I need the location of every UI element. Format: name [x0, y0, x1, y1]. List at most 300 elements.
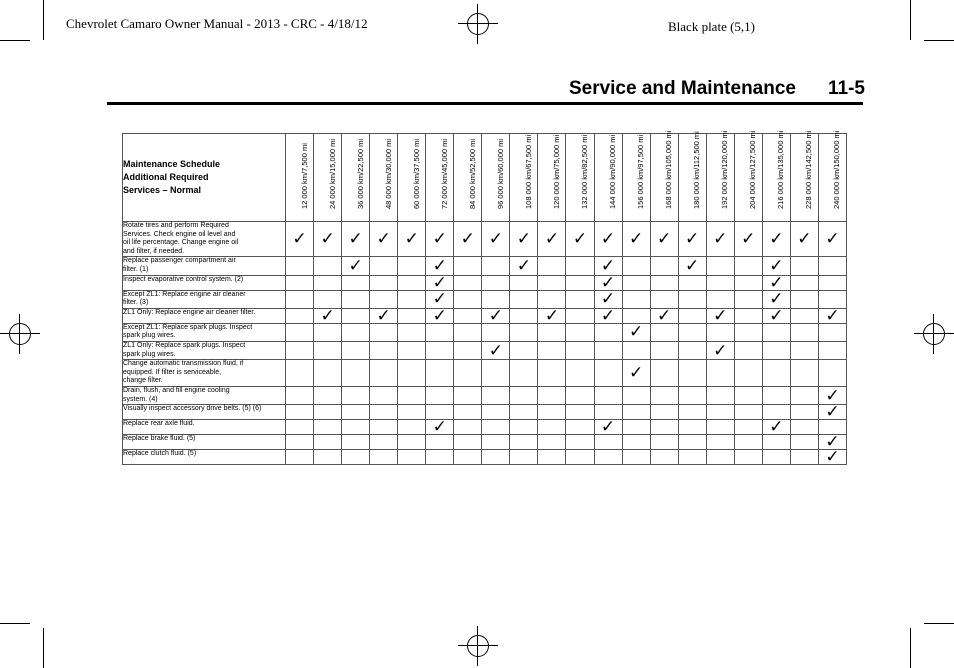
empty-cell: [790, 308, 818, 323]
empty-cell: [538, 275, 566, 290]
empty-cell: [370, 420, 398, 435]
check-cell: [818, 222, 846, 257]
empty-cell: [650, 450, 678, 465]
interval-header: [454, 134, 482, 222]
check-cell: [426, 272, 454, 293]
check-cell: [706, 341, 734, 359]
check-cell: [706, 222, 734, 257]
empty-cell: [482, 323, 510, 341]
interval-label: 168 000 km/105,000 mi: [664, 130, 674, 209]
empty-cell: [762, 323, 790, 341]
empty-cell: [286, 308, 314, 323]
service-description: [123, 323, 286, 341]
checkmark-icon: ✓: [657, 229, 672, 250]
check-cell: [426, 417, 454, 438]
empty-cell: [454, 257, 482, 275]
interval-label: 132 000 km/82,500 mi: [579, 134, 589, 209]
service-line: Drain, flush, and fill engine cooling: [123, 386, 230, 394]
empty-cell: [314, 257, 342, 275]
checkmark-icon: ✓: [600, 289, 616, 310]
service-description: [123, 290, 286, 308]
check-cell: [594, 272, 622, 293]
empty-cell: [398, 341, 426, 359]
crop-mark: [0, 623, 30, 624]
empty-cell: [790, 341, 818, 359]
check-cell: [594, 417, 622, 438]
checkmark-icon: ✓: [516, 255, 532, 276]
table-header-row: [123, 134, 847, 222]
empty-cell: [678, 405, 706, 420]
checkmark-icon: ✓: [432, 305, 447, 326]
empty-cell: [622, 257, 650, 275]
empty-cell: [454, 435, 482, 450]
checkmark-icon: ✓: [628, 363, 644, 384]
checkmark-icon: ✓: [544, 305, 560, 326]
empty-cell: [622, 405, 650, 420]
empty-cell: [622, 308, 650, 323]
empty-cell: [594, 386, 622, 404]
empty-cell: [286, 257, 314, 275]
empty-cell: [454, 405, 482, 420]
empty-cell: [678, 386, 706, 404]
empty-cell: [678, 450, 706, 465]
check-cell: [622, 222, 650, 257]
empty-cell: [650, 420, 678, 435]
service-line: filter. (3): [123, 299, 149, 307]
empty-cell: [370, 386, 398, 404]
interval-header: [426, 134, 454, 222]
checkmark-icon: ✓: [825, 385, 840, 406]
check-cell: [314, 222, 342, 257]
empty-cell: [650, 386, 678, 404]
service-description: [123, 341, 286, 359]
service-description: [123, 405, 286, 420]
empty-cell: [622, 386, 650, 404]
empty-cell: [622, 341, 650, 359]
empty-cell: [678, 323, 706, 341]
service-line: Rotate tires and perform Required: [123, 222, 229, 229]
checkmark-icon: ✓: [600, 229, 616, 250]
empty-cell: [678, 341, 706, 359]
check-cell: [314, 305, 342, 326]
table-row: [123, 435, 847, 450]
empty-cell: [678, 290, 706, 308]
checkmark-icon: ✓: [404, 229, 419, 250]
check-cell: [594, 305, 622, 326]
empty-cell: [314, 386, 342, 404]
crop-mark: [910, 628, 911, 668]
check-cell: [762, 272, 790, 293]
empty-cell: [342, 435, 370, 450]
check-cell: [342, 222, 370, 257]
checkmark-icon: ✓: [544, 229, 560, 250]
crop-mark: [924, 623, 954, 624]
empty-cell: [482, 420, 510, 435]
empty-cell: [426, 360, 454, 387]
empty-cell: [818, 341, 846, 359]
empty-cell: [734, 450, 762, 465]
empty-cell: [706, 450, 734, 465]
empty-cell: [426, 386, 454, 404]
empty-cell: [370, 275, 398, 290]
check-cell: [678, 257, 706, 275]
empty-cell: [538, 435, 566, 450]
empty-cell: [790, 450, 818, 465]
empty-cell: [482, 450, 510, 465]
empty-cell: [398, 290, 426, 308]
empty-cell: [790, 275, 818, 290]
empty-cell: [734, 323, 762, 341]
empty-cell: [678, 435, 706, 450]
interval-label: 48 000 km/30,000 mi: [383, 138, 393, 209]
empty-cell: [650, 435, 678, 450]
service-line: Except ZL1: Replace spark plugs. Inspect: [123, 323, 253, 331]
checkmark-icon: ✓: [628, 229, 644, 250]
empty-cell: [454, 341, 482, 359]
service-line: system. (4): [123, 395, 158, 403]
checkmark-icon: ✓: [769, 289, 784, 310]
section-title: Service and Maintenance: [568, 78, 796, 99]
service-line: change filter.: [123, 377, 163, 385]
checkmark-icon: ✓: [825, 229, 840, 250]
check-cell: [622, 360, 650, 387]
empty-cell: [454, 308, 482, 323]
checkmark-icon: ✓: [460, 229, 475, 250]
checkmark-icon: ✓: [432, 417, 447, 438]
empty-cell: [566, 308, 594, 323]
interval-header: [762, 130, 790, 222]
interval-header: [286, 134, 314, 222]
empty-cell: [734, 435, 762, 450]
checkmark-icon: ✓: [376, 305, 391, 326]
table-row: [123, 360, 847, 387]
empty-cell: [454, 290, 482, 308]
interval-label: 240 000 km/150,000 mi: [832, 130, 842, 209]
empty-cell: [342, 341, 370, 359]
service-line: and filter, if needed.: [123, 247, 185, 255]
empty-cell: [790, 360, 818, 387]
checkmark-icon: ✓: [769, 229, 784, 250]
table-row: [123, 405, 847, 420]
service-line: Replace rear axle fluid.: [123, 420, 195, 428]
empty-cell: [650, 360, 678, 387]
registration-mark-bottom: [458, 626, 498, 666]
interval-label: 96 000 km/60,000 mi: [495, 138, 505, 209]
checkmark-icon: ✓: [432, 272, 447, 293]
check-cell: [510, 257, 538, 275]
empty-cell: [762, 450, 790, 465]
checkmark-icon: ✓: [741, 229, 756, 250]
empty-cell: [482, 360, 510, 387]
crop-mark: [0, 40, 30, 41]
checkmark-icon: ✓: [292, 229, 307, 250]
empty-cell: [510, 308, 538, 323]
empty-cell: [398, 308, 426, 323]
service-description: [123, 420, 286, 435]
empty-cell: [566, 435, 594, 450]
empty-cell: [706, 405, 734, 420]
empty-cell: [566, 323, 594, 341]
empty-cell: [342, 420, 370, 435]
check-cell: [762, 222, 790, 257]
empty-cell: [818, 275, 846, 290]
checkmark-icon: ✓: [769, 305, 784, 326]
empty-cell: [706, 420, 734, 435]
empty-cell: [370, 341, 398, 359]
empty-cell: [370, 450, 398, 465]
checkmark-icon: ✓: [628, 322, 644, 343]
empty-cell: [734, 386, 762, 404]
check-cell: [818, 402, 846, 423]
empty-cell: [370, 405, 398, 420]
check-cell: [538, 305, 566, 326]
check-cell: [482, 222, 510, 257]
interval-header: [342, 134, 370, 222]
empty-cell: [790, 435, 818, 450]
check-cell: [286, 222, 314, 257]
empty-cell: [790, 290, 818, 308]
empty-cell: [454, 323, 482, 341]
service-line: ZL1 Only: Replace spark plugs. Inspect: [123, 341, 246, 349]
checkmark-icon: ✓: [713, 305, 728, 326]
interval-label: 12 000 km/7,500 mi: [299, 143, 309, 209]
empty-cell: [594, 360, 622, 387]
check-cell: [818, 305, 846, 326]
table-row: [123, 308, 847, 323]
checkmark-icon: ✓: [572, 229, 588, 250]
empty-cell: [510, 275, 538, 290]
empty-cell: [482, 435, 510, 450]
empty-cell: [398, 257, 426, 275]
empty-cell: [510, 450, 538, 465]
empty-cell: [706, 360, 734, 387]
empty-cell: [482, 386, 510, 404]
service-line: filter. (1): [123, 265, 149, 273]
empty-cell: [398, 275, 426, 290]
empty-cell: [398, 360, 426, 387]
checkmark-icon: ✓: [600, 255, 616, 276]
interval-label: 108 000 km/67,500 mi: [523, 134, 533, 209]
interval-header: [370, 134, 398, 222]
checkmark-icon: ✓: [600, 305, 616, 326]
interval-label: 156 000 km/97,500 mi: [636, 134, 646, 209]
empty-cell: [594, 341, 622, 359]
empty-cell: [286, 341, 314, 359]
empty-cell: [510, 435, 538, 450]
empty-cell: [342, 360, 370, 387]
empty-cell: [566, 386, 594, 404]
empty-cell: [398, 435, 426, 450]
check-cell: [482, 341, 510, 359]
checkmark-icon: ✓: [488, 305, 503, 326]
empty-cell: [342, 275, 370, 290]
crop-mark: [43, 0, 44, 40]
empty-cell: [790, 257, 818, 275]
empty-cell: [650, 405, 678, 420]
empty-cell: [314, 405, 342, 420]
empty-cell: [734, 360, 762, 387]
empty-cell: [566, 257, 594, 275]
empty-cell: [398, 386, 426, 404]
interval-label: 120 000 km/75,000 mi: [551, 134, 561, 209]
check-cell: [538, 222, 566, 257]
checkmark-icon: ✓: [348, 229, 363, 250]
table-row: [123, 341, 847, 359]
empty-cell: [622, 450, 650, 465]
empty-cell: [678, 420, 706, 435]
empty-cell: [594, 450, 622, 465]
empty-cell: [342, 405, 370, 420]
checkmark-icon: ✓: [685, 229, 700, 250]
empty-cell: [650, 323, 678, 341]
service-line: Replace brake fluid. (5): [123, 435, 196, 443]
empty-cell: [650, 275, 678, 290]
service-line: oil life percentage. Change engine oil: [123, 239, 239, 247]
empty-cell: [622, 420, 650, 435]
empty-cell: [314, 420, 342, 435]
maintenance-schedule-table: [122, 130, 847, 468]
empty-cell: [482, 257, 510, 275]
corner-line: Services – Normal: [123, 185, 202, 195]
empty-cell: [314, 450, 342, 465]
plate-label: Black plate (5,1): [668, 19, 755, 34]
interval-label: 24 000 km/15,000 mi: [327, 138, 337, 209]
checkmark-icon: ✓: [685, 255, 700, 276]
table-row: [123, 420, 847, 435]
empty-cell: [566, 405, 594, 420]
empty-cell: [314, 360, 342, 387]
checkmark-icon: ✓: [713, 229, 728, 250]
checkmark-icon: ✓: [432, 255, 447, 276]
header-rule: [107, 102, 863, 105]
empty-cell: [622, 275, 650, 290]
empty-cell: [538, 257, 566, 275]
registration-mark-left: [0, 314, 40, 354]
service-line: Except ZL1: Replace engine air cleaner: [123, 290, 246, 298]
empty-cell: [734, 420, 762, 435]
crop-mark: [924, 40, 954, 41]
empty-cell: [510, 341, 538, 359]
table-row: [123, 323, 847, 341]
check-cell: [650, 222, 678, 257]
empty-cell: [790, 386, 818, 404]
empty-cell: [342, 386, 370, 404]
empty-cell: [454, 450, 482, 465]
empty-cell: [342, 290, 370, 308]
empty-cell: [538, 323, 566, 341]
empty-cell: [566, 290, 594, 308]
empty-cell: [790, 420, 818, 435]
checkmark-icon: ✓: [432, 229, 447, 250]
empty-cell: [482, 405, 510, 420]
checkmark-icon: ✓: [657, 305, 672, 326]
interval-label: 144 000 km/90,000 mi: [608, 134, 618, 209]
check-cell: [398, 222, 426, 257]
empty-cell: [706, 275, 734, 290]
registration-mark-right: [914, 314, 954, 354]
crop-mark: [43, 628, 44, 668]
empty-cell: [510, 386, 538, 404]
crop-mark: [910, 0, 911, 40]
check-cell: [678, 222, 706, 257]
check-cell: [510, 222, 538, 257]
check-cell: [426, 222, 454, 257]
empty-cell: [286, 275, 314, 290]
interval-label: 72 000 km/45,000 mi: [439, 138, 449, 209]
service-description: [123, 450, 286, 465]
table-row: [123, 386, 847, 404]
table-corner-title: [123, 134, 286, 222]
interval-header: [650, 130, 678, 222]
empty-cell: [398, 420, 426, 435]
empty-cell: [818, 360, 846, 387]
document-header-info: Chevrolet Camaro Owner Manual - 2013 - CRC - 4/18/12: [66, 16, 368, 31]
empty-cell: [510, 290, 538, 308]
service-line: Visually inspect accessory drive belts. (5) (6): [123, 405, 262, 413]
check-cell: [762, 305, 790, 326]
checkmark-icon: ✓: [376, 229, 391, 250]
interval-header: [510, 134, 538, 222]
checkmark-icon: ✓: [769, 272, 784, 293]
empty-cell: [454, 360, 482, 387]
table-row: [123, 450, 847, 465]
interval-label: 180 000 km/112,500 mi: [692, 131, 702, 209]
empty-cell: [818, 257, 846, 275]
service-description: [123, 308, 286, 323]
service-description: [123, 360, 286, 387]
empty-cell: [370, 323, 398, 341]
empty-cell: [314, 341, 342, 359]
empty-cell: [398, 323, 426, 341]
empty-cell: [426, 450, 454, 465]
interval-header: [538, 134, 566, 222]
empty-cell: [650, 341, 678, 359]
empty-cell: [734, 257, 762, 275]
empty-cell: [818, 323, 846, 341]
empty-cell: [706, 323, 734, 341]
empty-cell: [678, 275, 706, 290]
empty-cell: [538, 386, 566, 404]
empty-cell: [510, 360, 538, 387]
service-line: Change automatic transmission fluid, if: [123, 360, 244, 368]
check-cell: [426, 305, 454, 326]
empty-cell: [538, 420, 566, 435]
checkmark-icon: ✓: [769, 255, 784, 276]
checkmark-icon: ✓: [825, 402, 840, 423]
check-cell: [594, 222, 622, 257]
empty-cell: [286, 290, 314, 308]
empty-cell: [314, 323, 342, 341]
empty-cell: [566, 450, 594, 465]
empty-cell: [566, 360, 594, 387]
interval-label: 204 000 km/127,500 mi: [748, 130, 758, 209]
empty-cell: [454, 386, 482, 404]
checkmark-icon: ✓: [348, 255, 363, 276]
table-row: [123, 275, 847, 290]
checkmark-icon: ✓: [825, 432, 840, 453]
empty-cell: [398, 405, 426, 420]
empty-cell: [566, 341, 594, 359]
interval-label: 192 000 km/120,000 mi: [720, 130, 730, 209]
empty-cell: [566, 420, 594, 435]
checkmark-icon: ✓: [320, 229, 335, 250]
service-description: [123, 222, 286, 257]
empty-cell: [734, 308, 762, 323]
empty-cell: [678, 360, 706, 387]
empty-cell: [678, 308, 706, 323]
service-description: [123, 386, 286, 404]
interval-header: [482, 134, 510, 222]
